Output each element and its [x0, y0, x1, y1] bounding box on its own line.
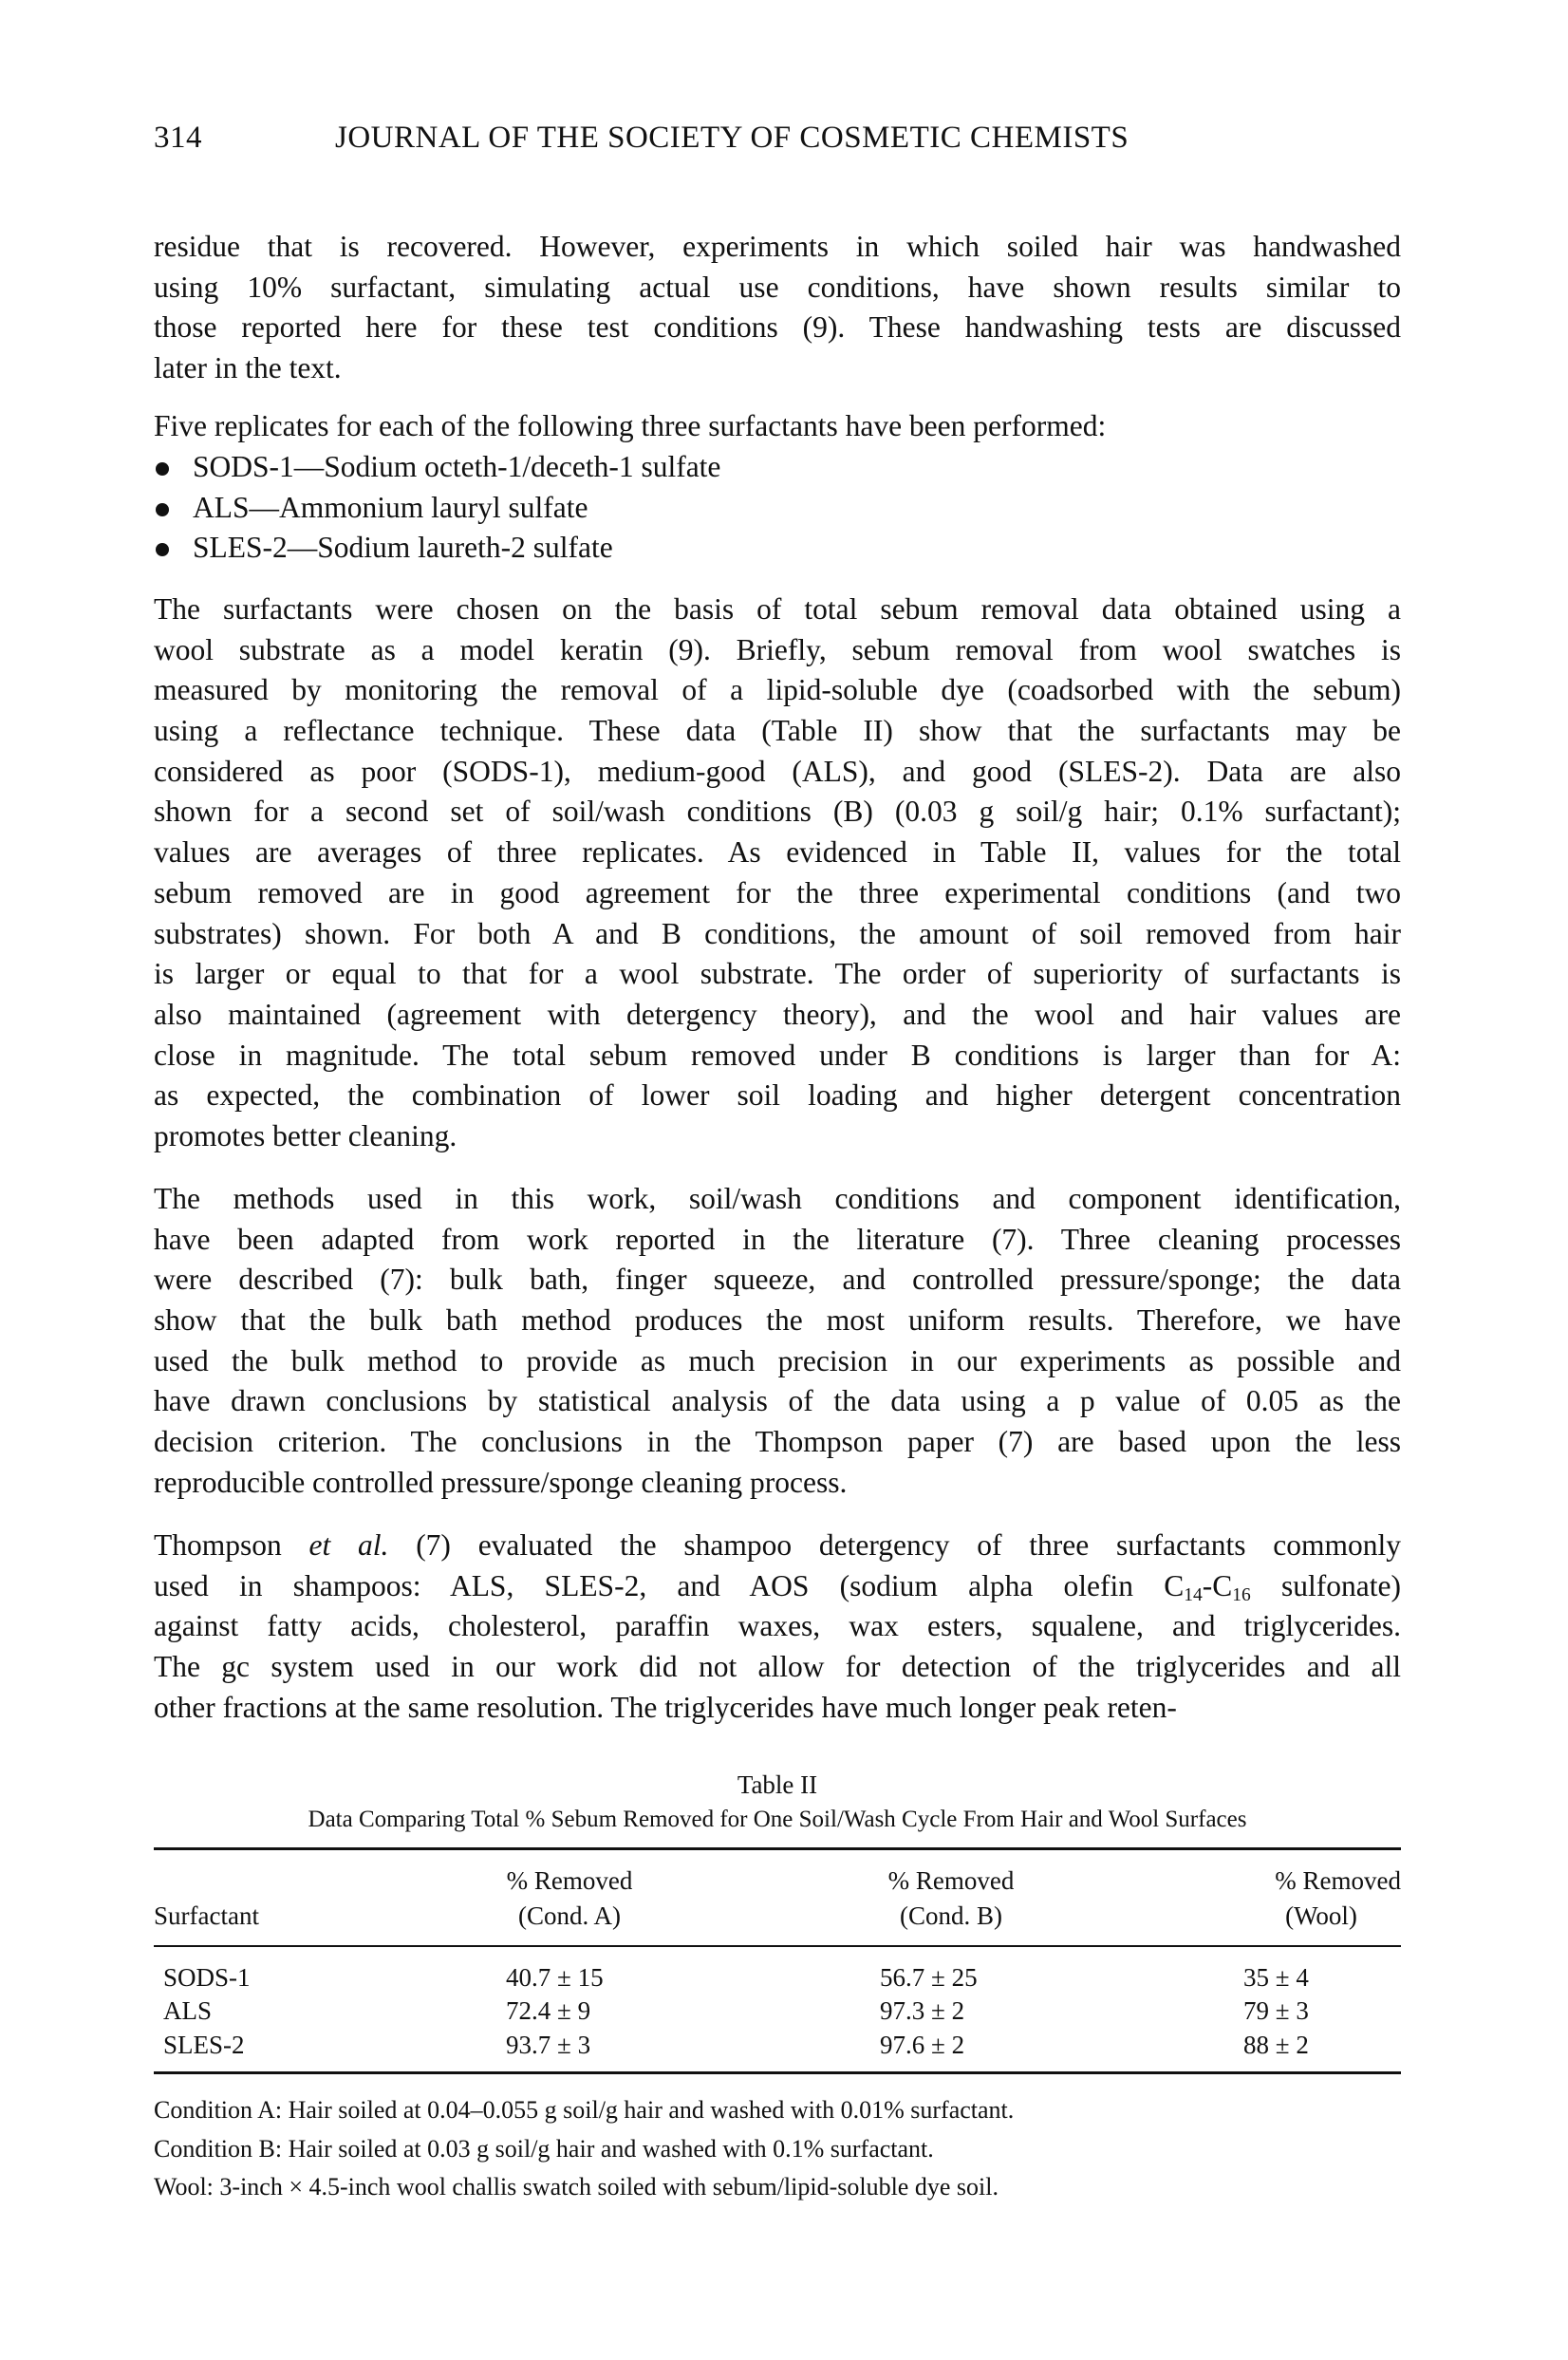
text-line [154, 1566, 1401, 1607]
text-line: later in the text. [154, 351, 342, 385]
paragraph-5 [154, 1526, 1401, 1728]
text-line: using a reflectance technique. These data (Table II) show that the surfactants may be [154, 714, 1401, 748]
table-bottom-rule [154, 2071, 1401, 2074]
bullet-item [154, 528, 1401, 569]
text-line: reproducible controlled pressure/sponge cleaning process. [154, 1465, 848, 1499]
text-line: show that the bulk bath method produces the most uniform results. Therefore, we have [154, 1303, 1401, 1338]
text-line: substrates) shown. For both A and B conditions, the amount of soil removed from hair [154, 916, 1401, 950]
bullet-item [154, 447, 1401, 488]
column-header-surfactant: Surfactant [154, 1901, 259, 1930]
text-line: wool substrate as a model keratin (9). Briefly, sebum removal from wool swatches is [154, 632, 1401, 666]
text-line: against fatty acids, cholesterol, paraffin waxes, wax esters, squalene, and triglycerides. [154, 1609, 1401, 1643]
table-note: Wool: 3-inch × 4.5-inch wool challis swatch soiled with sebum/lipid-soluble dye soil. [154, 2173, 999, 2201]
bullet-icon [156, 543, 169, 556]
column-header-cond-a-sub: (Cond. A) [518, 1901, 621, 1930]
text-line: is larger or equal to that for a wool substrate. The order of superiority of surfactants is [154, 957, 1401, 991]
text-line: The methods used in this work, soil/wash conditions and component identification, [154, 1182, 1401, 1215]
table-header-rule [154, 1945, 1401, 1947]
cell-surfactant: ALS [163, 1996, 213, 2025]
italic-text: et al. [308, 1528, 389, 1562]
text-segment: sulfonate) [1250, 1568, 1401, 1602]
text-line: were described (7): bulk bath, finger squeeze, and controlled pressure/sponge; the data [154, 1263, 1401, 1297]
text-segment: used in shampoos: ALS, SLES-2, and AOS (sodium alpha olefin C [154, 1568, 1185, 1602]
cell-wool: 79 ± 3 [1243, 1996, 1309, 2025]
column-header-cond-a: % Removed [506, 1866, 633, 1895]
text-line: Five replicates for each of the following three surfactants have been performed: [154, 409, 1107, 442]
text-line: as expected, the combination of lower soil loading and higher detergent concentration [154, 1078, 1401, 1113]
paragraph-2 [154, 406, 1401, 447]
table-caption: Data Comparing Total % Sebum Removed for One Soil/Wash Cycle From Hair and Wool Surfaces [308, 1807, 1247, 1832]
text-line: other fractions at the same resolution. The triglycerides have much longer peak reten- [154, 1690, 1177, 1724]
text-line: values are averages of three replicates. As evidenced in Table II, values for the total [154, 835, 1401, 870]
cell-cond-b: 97.6 ± 2 [880, 2031, 965, 2059]
table-top-rule [154, 1847, 1401, 1850]
bullet-icon [156, 503, 169, 516]
text-line: measured by monitoring the removal of a lipid-soluble dye (coadsorbed with the sebum) [154, 673, 1401, 707]
column-header-wool-sub: (Wool) [1285, 1901, 1357, 1930]
column-header-wool: % Removed [1275, 1866, 1401, 1895]
text-line: those reported here for these test conditions (9). These handwashing tests are discussed [154, 310, 1401, 345]
subscript: 16 [1232, 1584, 1251, 1605]
bullet-text: SODS-1—Sodium octeth-1/deceth-1 sulfate [193, 450, 721, 483]
column-header-cond-b: % Removed [887, 1866, 1015, 1895]
text-line: close in magnitude. The total sebum removed under B conditions is larger than for A: [154, 1038, 1401, 1072]
text-line: The gc system used in our work did not allow for detection of the triglycerides and all [154, 1650, 1401, 1684]
table-title: Table II [737, 1770, 818, 1799]
text-line: used the bulk method to provide as much precision in our experiments as possible and [154, 1343, 1401, 1377]
text-line: have been adapted from work reported in the literature (7). Three cleaning processes [154, 1222, 1401, 1256]
text-line: The surfactants were chosen on the basis of total sebum removal data obtained using a [154, 592, 1401, 626]
column-header-cond-b-sub: (Cond. B) [900, 1901, 1002, 1930]
bullet-text: SLES-2—Sodium laureth-2 sulfate [193, 531, 613, 565]
text-segment: Thompson [154, 1528, 309, 1562]
bullet-icon [156, 462, 169, 476]
page-number: 314 [154, 121, 202, 155]
text-line: shown for a second set of soil/wash conditions (B) (0.03 g soil/g hair; 0.1% surfactant); [154, 795, 1401, 829]
text-line: using 10% surfactant, simulating actual use conditions, have shown results similar to [154, 270, 1401, 304]
text-line [154, 1526, 1401, 1566]
text-line: sebum removed are in good agreement for the three experimental conditions (and two [154, 875, 1401, 909]
text-line: residue that is recovered. However, experiments in which soiled hair was handwashed [154, 230, 1401, 263]
text-segment: (7) evaluated the shampoo detergency of three surfactants commonly [388, 1528, 1401, 1562]
text-line: decision criterion. The conclusions in the Thompson paper (7) are based upon the less [154, 1425, 1401, 1459]
paragraph-4 [154, 1179, 1401, 1504]
text-line: have drawn conclusions by statistical analysis of the data using a p value of 0.05 as the [154, 1384, 1401, 1418]
cell-cond-a: 93.7 ± 3 [506, 2031, 591, 2059]
bullet-list [154, 447, 1401, 569]
text-line: considered as poor (SODS-1), medium-good (ALS), and good (SLES-2). Data are also [154, 754, 1401, 788]
cell-surfactant: SLES-2 [163, 2031, 245, 2059]
table-note: Condition A: Hair soiled at 0.04–0.055 g soil/g hair and washed with 0.01% surfactant. [154, 2096, 1015, 2124]
cell-cond-b: 97.3 ± 2 [880, 1996, 965, 2025]
cell-wool: 88 ± 2 [1243, 2031, 1309, 2059]
cell-wool: 35 ± 4 [1243, 1963, 1309, 1992]
cell-cond-b: 56.7 ± 25 [880, 1963, 978, 1992]
journal-title: JOURNAL OF THE SOCIETY OF COSMETIC CHEMISTS [335, 121, 1129, 155]
table-note: Condition B: Hair soiled at 0.03 g soil/g hair and washed with 0.1% surfactant. [154, 2135, 934, 2163]
cell-cond-a: 40.7 ± 15 [506, 1963, 604, 1992]
text-segment: -C [1202, 1568, 1233, 1602]
bullet-text: ALS—Ammonium lauryl sulfate [193, 490, 588, 524]
text-line: promotes better cleaning. [154, 1118, 457, 1152]
paragraph-3 [154, 590, 1401, 1157]
cell-surfactant: SODS-1 [163, 1963, 251, 1992]
paragraph-1 [154, 227, 1401, 389]
subscript: 14 [1184, 1584, 1203, 1605]
cell-cond-a: 72.4 ± 9 [506, 1996, 591, 2025]
text-line: also maintained (agreement with detergency theory), and the wool and hair values are [154, 997, 1401, 1031]
bullet-item [154, 488, 1401, 529]
